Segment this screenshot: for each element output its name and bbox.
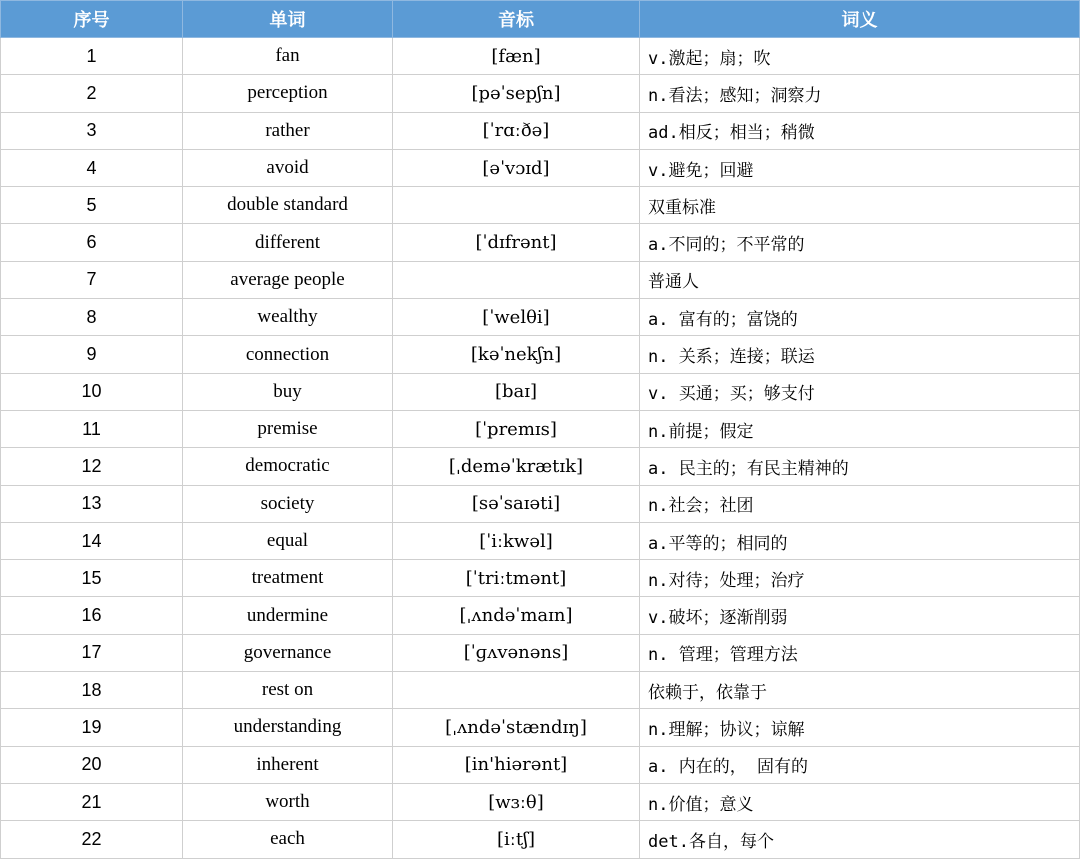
- cell-meaning: det.各自，每个: [640, 821, 1080, 858]
- cell-word: premise: [183, 410, 393, 447]
- cell-word: rather: [183, 112, 393, 149]
- table-row: [1, 783, 1080, 820]
- cell-index: 3: [1, 112, 183, 149]
- cell-word: society: [183, 485, 393, 522]
- table-row: [1, 299, 1080, 336]
- table-row: [1, 336, 1080, 373]
- cell-meaning: a. 富有的；富饶的: [640, 299, 1080, 336]
- table-row: [1, 224, 1080, 261]
- cell-index: 15: [1, 560, 183, 597]
- header-phonetic: 音标: [393, 1, 640, 38]
- cell-word: wealthy: [183, 299, 393, 336]
- table-row: [1, 75, 1080, 112]
- cell-meaning: n.价值；意义: [640, 783, 1080, 820]
- header-meaning: 词义: [640, 1, 1080, 38]
- cell-phonetic: [in'hiərənt]: [393, 746, 640, 783]
- cell-phonetic: [ˈrɑːðə]: [393, 112, 640, 149]
- cell-phonetic: [ˌʌndəˈstændɪŋ]: [393, 709, 640, 746]
- cell-index: 17: [1, 634, 183, 671]
- table-row: [1, 597, 1080, 634]
- table-row: [1, 187, 1080, 224]
- cell-word: democratic: [183, 448, 393, 485]
- cell-meaning: n.前提；假定: [640, 410, 1080, 447]
- header-index: 序号: [1, 1, 183, 38]
- table-row: [1, 634, 1080, 671]
- cell-index: 21: [1, 783, 183, 820]
- header-row: [1, 1, 1080, 38]
- cell-index: 16: [1, 597, 183, 634]
- cell-phonetic: [səˈsaɪəti]: [393, 485, 640, 522]
- cell-word: double standard: [183, 187, 393, 224]
- cell-phonetic: [ˈwelθi]: [393, 299, 640, 336]
- cell-word: fan: [183, 38, 393, 75]
- cell-meaning: n.看法；感知；洞察力: [640, 75, 1080, 112]
- table-row: [1, 261, 1080, 298]
- cell-phonetic: [393, 261, 640, 298]
- cell-word: different: [183, 224, 393, 261]
- cell-meaning: 普通人: [640, 261, 1080, 298]
- cell-meaning: ad.相反；相当；稍微: [640, 112, 1080, 149]
- cell-word: rest on: [183, 672, 393, 709]
- cell-word: each: [183, 821, 393, 858]
- table-header: [1, 1, 1080, 38]
- cell-word: governance: [183, 634, 393, 671]
- cell-phonetic: [ˌʌndəˈmaɪn]: [393, 597, 640, 634]
- cell-phonetic: [393, 672, 640, 709]
- cell-index: 2: [1, 75, 183, 112]
- cell-index: 9: [1, 336, 183, 373]
- cell-index: 12: [1, 448, 183, 485]
- cell-meaning: v.破坏；逐渐削弱: [640, 597, 1080, 634]
- table-row: [1, 112, 1080, 149]
- cell-meaning: n.对待；处理；治疗: [640, 560, 1080, 597]
- cell-phonetic: [ˌdeməˈkrætɪk]: [393, 448, 640, 485]
- cell-word: perception: [183, 75, 393, 112]
- cell-phonetic: [kəˈnekʃn]: [393, 336, 640, 373]
- table-row: [1, 38, 1080, 75]
- cell-phonetic: [ˈɡʌvənəns]: [393, 634, 640, 671]
- cell-word: inherent: [183, 746, 393, 783]
- cell-index: 22: [1, 821, 183, 858]
- cell-index: 14: [1, 522, 183, 559]
- cell-meaning: v. 买通；买；够支付: [640, 373, 1080, 410]
- cell-phonetic: [ˈdɪfrənt]: [393, 224, 640, 261]
- cell-phonetic: [fæn]: [393, 38, 640, 75]
- table-body: [1, 38, 1080, 859]
- cell-meaning: a.不同的；不平常的: [640, 224, 1080, 261]
- cell-word: avoid: [183, 149, 393, 186]
- cell-meaning: 依赖于，依靠于: [640, 672, 1080, 709]
- table-row: [1, 672, 1080, 709]
- cell-index: 20: [1, 746, 183, 783]
- cell-meaning: a. 内在的， 固有的: [640, 746, 1080, 783]
- cell-phonetic: [iːtʃ]: [393, 821, 640, 858]
- cell-index: 11: [1, 410, 183, 447]
- cell-index: 18: [1, 672, 183, 709]
- cell-meaning: n. 关系；连接；联运: [640, 336, 1080, 373]
- table-row: [1, 149, 1080, 186]
- cell-index: 10: [1, 373, 183, 410]
- cell-word: treatment: [183, 560, 393, 597]
- cell-phonetic: [pəˈsepʃn]: [393, 75, 640, 112]
- cell-meaning: n.社会；社团: [640, 485, 1080, 522]
- cell-phonetic: [ˈtriːtmənt]: [393, 560, 640, 597]
- cell-index: 7: [1, 261, 183, 298]
- cell-index: 5: [1, 187, 183, 224]
- cell-word: undermine: [183, 597, 393, 634]
- cell-meaning: n.理解；协议；谅解: [640, 709, 1080, 746]
- table-row: [1, 448, 1080, 485]
- cell-index: 13: [1, 485, 183, 522]
- table-row: [1, 560, 1080, 597]
- cell-meaning: 双重标准: [640, 187, 1080, 224]
- cell-index: 6: [1, 224, 183, 261]
- cell-index: 19: [1, 709, 183, 746]
- cell-word: average people: [183, 261, 393, 298]
- table-row: [1, 746, 1080, 783]
- table-row: [1, 709, 1080, 746]
- cell-phonetic: [baɪ]: [393, 373, 640, 410]
- cell-index: 8: [1, 299, 183, 336]
- cell-phonetic: [393, 187, 640, 224]
- cell-word: buy: [183, 373, 393, 410]
- table-row: [1, 821, 1080, 858]
- cell-meaning: n. 管理；管理方法: [640, 634, 1080, 671]
- cell-phonetic: [ˈpremɪs]: [393, 410, 640, 447]
- cell-word: equal: [183, 522, 393, 559]
- cell-index: 1: [1, 38, 183, 75]
- cell-meaning: v.避免；回避: [640, 149, 1080, 186]
- table-row: [1, 522, 1080, 559]
- cell-word: connection: [183, 336, 393, 373]
- cell-index: 4: [1, 149, 183, 186]
- cell-meaning: a. 民主的；有民主精神的: [640, 448, 1080, 485]
- cell-word: worth: [183, 783, 393, 820]
- cell-word: understanding: [183, 709, 393, 746]
- table-row: [1, 485, 1080, 522]
- cell-meaning: v.激起；扇；吹: [640, 38, 1080, 75]
- table-row: [1, 410, 1080, 447]
- cell-phonetic: [əˈvɔɪd]: [393, 149, 640, 186]
- cell-phonetic: [wɜːθ]: [393, 783, 640, 820]
- cell-meaning: a.平等的；相同的: [640, 522, 1080, 559]
- cell-phonetic: [ˈiːkwəl]: [393, 522, 640, 559]
- table-row: [1, 373, 1080, 410]
- header-word: 单词: [183, 1, 393, 38]
